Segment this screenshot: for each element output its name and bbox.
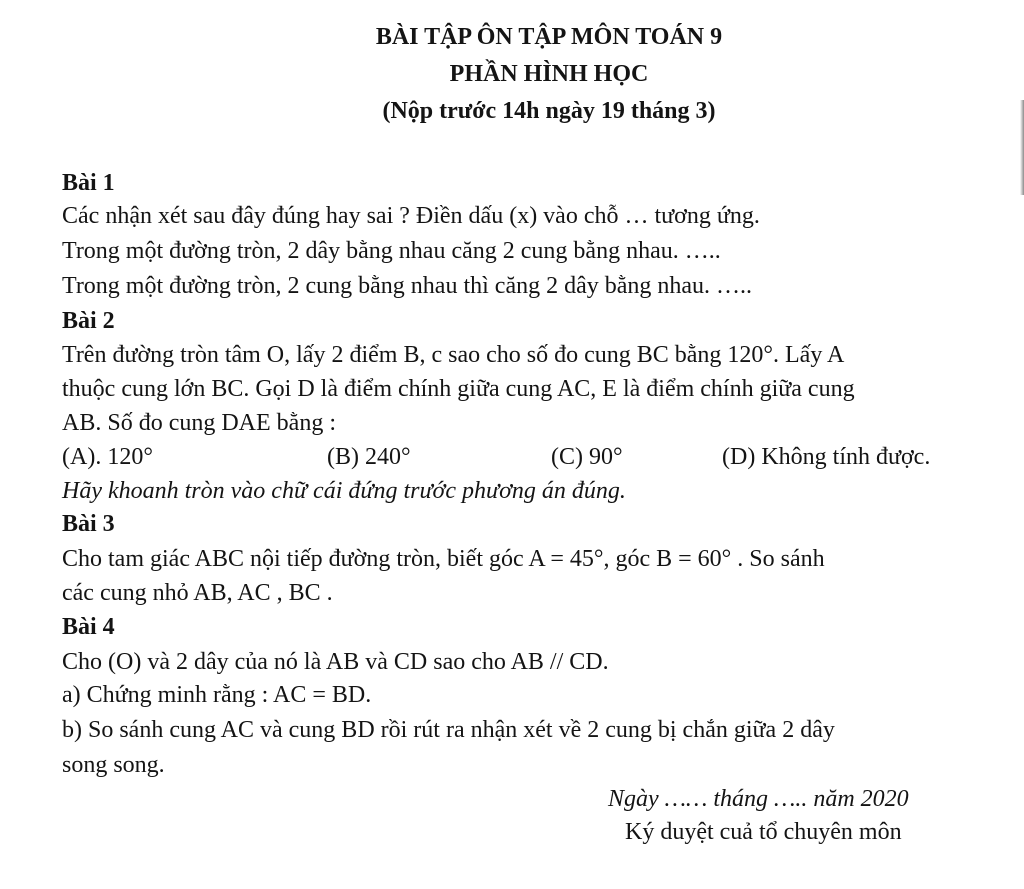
bai2-option-a: (A). 120°: [62, 444, 153, 470]
approval-line: Ký duyệt cuả tổ chuyên môn: [625, 819, 902, 845]
bai1-line: Các nhận xét sau đây đúng hay sai ? Điền dấu (x) vào chỗ … tương ứng.: [62, 203, 760, 229]
bai2-heading: Bài 2: [62, 308, 115, 334]
worksheet-title: BÀI TẬP ÔN TẬP MÔN TOÁN 9: [375, 24, 723, 50]
bai2-line: Trên đường tròn tâm O, lấy 2 điểm B, c sao cho số đo cung BC bằng 120°. Lấy A: [62, 342, 845, 368]
bai1-line: Trong một đường tròn, 2 dây bằng nhau căng 2 cung bằng nhau. …..: [62, 238, 721, 264]
bai4-line: Cho (O) và 2 dây của nó là AB và CD sao cho AB // CD.: [62, 649, 609, 675]
bai2-option-d: (D) Không tính được.: [722, 444, 931, 470]
bai2-line: thuộc cung lớn BC. Gọi D là điểm chính giữa cung AC, E là điểm chính giữa cung: [62, 376, 855, 402]
bai2-instruction: Hãy khoanh tròn vào chữ cái đứng trước phương án đúng.: [62, 478, 626, 504]
bai3-line: Cho tam giác ABC nội tiếp đường tròn, biết góc A = 45°, góc B = 60° . So sánh: [62, 546, 825, 572]
bai3-line: các cung nhỏ AB, AC , BC .: [62, 580, 333, 606]
bai1-heading: Bài 1: [62, 170, 115, 196]
bai4-heading: Bài 4: [62, 614, 115, 640]
bai2-option-b: (B) 240°: [327, 444, 411, 470]
date-line: Ngày …… tháng ….. năm 2020: [608, 786, 909, 812]
bai4-line: a) Chứng minh rằng : AC = BD.: [62, 682, 372, 708]
bai2-line: AB. Số đo cung DAE bằng :: [62, 410, 336, 436]
bai4-line: song song.: [62, 752, 165, 778]
bai3-heading: Bài 3: [62, 511, 115, 537]
bai4-line: b) So sánh cung AC và cung BD rồi rút ra nhận xét về 2 cung bị chắn giữa 2 dây: [62, 717, 835, 743]
bai2-option-c: (C) 90°: [551, 444, 623, 470]
worksheet-subtitle: PHẦN HÌNH HỌC: [449, 61, 649, 87]
submission-deadline: (Nộp trước 14h ngày 19 tháng 3): [382, 98, 716, 124]
bai1-line: Trong một đường tròn, 2 cung bằng nhau thì căng 2 dây bằng nhau. …..: [62, 273, 753, 299]
